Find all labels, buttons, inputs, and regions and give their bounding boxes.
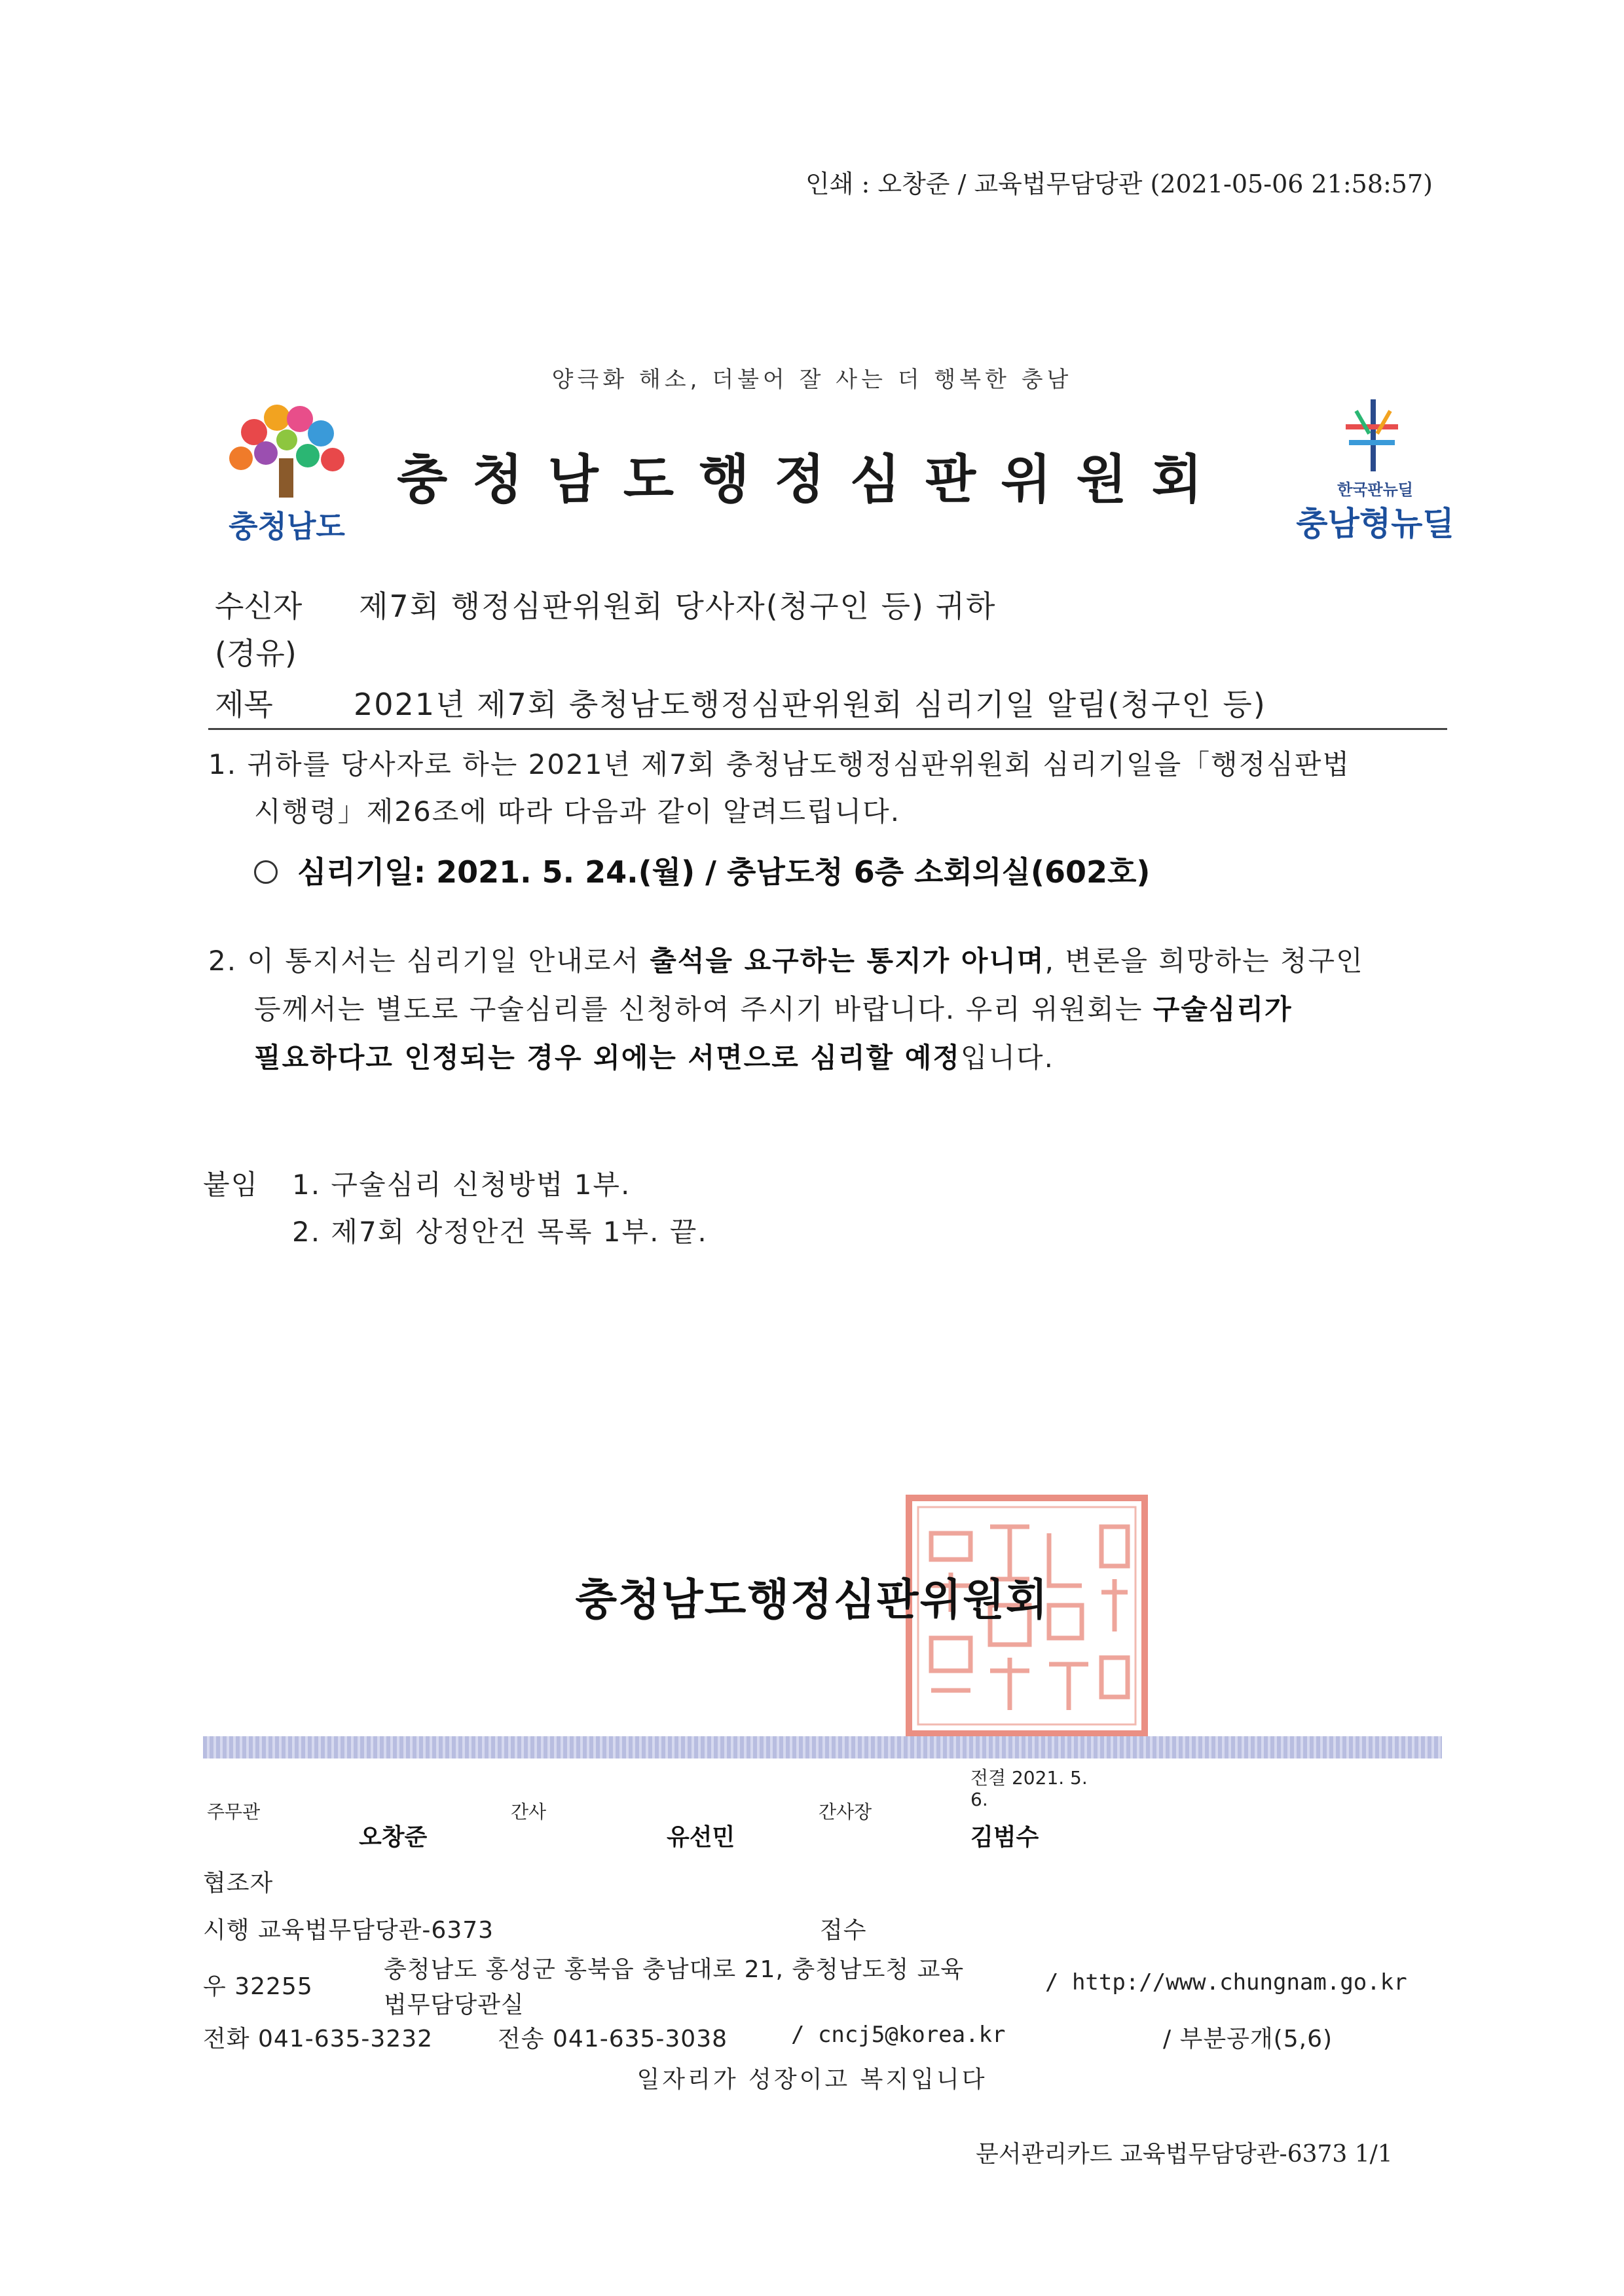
p2-text: 입니다.: [960, 1042, 1054, 1074]
p2-bold: 필요하다고 인정되는 경우 외에는 서면으로 심리할 예정: [254, 1042, 961, 1074]
enforce-info: 시행 교육법무담당관-6373: [203, 1917, 494, 1944]
disclosure: / 부분공개(5,6): [1163, 2026, 1333, 2052]
address-line-2: 법무담당관실: [384, 1992, 525, 2018]
approver-2: 유선민: [667, 1824, 735, 1851]
via-label: (경유): [215, 636, 297, 671]
role-1: 주무관: [207, 1801, 261, 1823]
phone: 전화 041-635-3232: [203, 2026, 434, 2052]
paragraph-2-line-1: [208, 938, 1364, 985]
signature-name: 충청남도행정심판위원회: [575, 1575, 1049, 1625]
p2-text: , 변론을 희망하는 청구인: [1044, 945, 1364, 977]
role-3: 간사장: [819, 1801, 872, 1823]
approver-1: 오창준: [359, 1824, 428, 1851]
hearing-text: 심리기일: 2021. 5. 24.(월) / 충남도청 6층 소회의실(602호): [297, 854, 1151, 890]
org-title: 충청남도행정심판위원회: [396, 449, 1228, 510]
subject-label: 제목: [215, 687, 273, 722]
p2-text: 2. 이 통지서는 심리기일 안내로서: [208, 945, 650, 977]
paragraph-1-line-1: 1. 귀하를 당사자로 하는 2021년 제7회 충청남도행정심판위원회 심리기일을「행정심판법: [208, 748, 1351, 780]
header-rule: [208, 728, 1447, 730]
document-card: 문서관리카드 교육법무담당관-6373 1/1: [976, 2141, 1393, 2168]
recipient-value: 제7회 행정심판위원회 당사자(청구인 등) 귀하: [359, 589, 997, 624]
newdeal-logo: [1277, 393, 1473, 550]
fax: 전송 041-635-3038: [498, 2026, 728, 2052]
role-2: 간사: [511, 1801, 547, 1823]
newdeal-mark-icon: [1277, 393, 1473, 475]
paragraph-1-line-2: 시행령」제26조에 따라 다음과 같이 알려드립니다.: [254, 795, 901, 828]
paragraph-2-line-2: [254, 986, 1293, 1033]
p2-bold: 출석을 요구하는 통지가 아니며: [650, 945, 1045, 977]
cooperator-label: 협조자: [203, 1870, 274, 1897]
logo-left-label: 충청남도: [229, 509, 345, 544]
logo-right-big: 충남형뉴딜: [1296, 505, 1454, 543]
attachment-item-1: 1. 구술심리 신청방법 1부.: [292, 1169, 631, 1201]
approver-3: 김범수: [970, 1824, 1039, 1851]
subject-value: 2021년 제7회 충청남도행정심판위원회 심리기일 알림(청구인 등): [354, 687, 1266, 722]
motto: 일자리가 성장이고 복지입니다: [637, 2066, 987, 2093]
hearing-date: [254, 848, 1150, 892]
address-line-1: 충청남도 홍성군 홍북읍 충남대로 21, 충청남도청 교육: [384, 1956, 965, 1983]
attachment-item-2: 2. 제7회 상정안건 목록 1부. 끝.: [292, 1216, 708, 1248]
postal-code: 우 32255: [203, 1973, 313, 2000]
slogan: 양극화 해소, 더불어 잘 사는 더 행복한 충남: [551, 367, 1073, 393]
recipient-label: 수신자: [215, 589, 303, 624]
approval-band: [203, 1736, 1442, 1758]
logo-right-small: 한국판뉴딜: [1337, 481, 1413, 499]
approval-note-1: 전결 2021. 5.: [970, 1767, 1088, 1789]
approval-note-2: 6.: [970, 1789, 988, 1810]
print-info: 인쇄 : 오창준 / 교육법무담당관 (2021-05-06 21:58:57): [805, 170, 1433, 198]
email-link[interactable]: / cncj5@korea.kr: [791, 2022, 1006, 2048]
circle-bullet-icon: [254, 860, 278, 884]
receipt-label: 접수: [820, 1917, 867, 1944]
website-link[interactable]: / http://www.chungnam.go.kr: [1045, 1969, 1407, 1995]
paragraph-2-line-3: [254, 1034, 1054, 1082]
p2-bold: 구술심리가: [1153, 993, 1293, 1025]
p2-text: 등께서는 별도로 구술심리를 신청하여 주시기 바랍니다. 우리 위원회는: [254, 993, 1153, 1025]
attachments-label: 붙임: [203, 1169, 259, 1201]
